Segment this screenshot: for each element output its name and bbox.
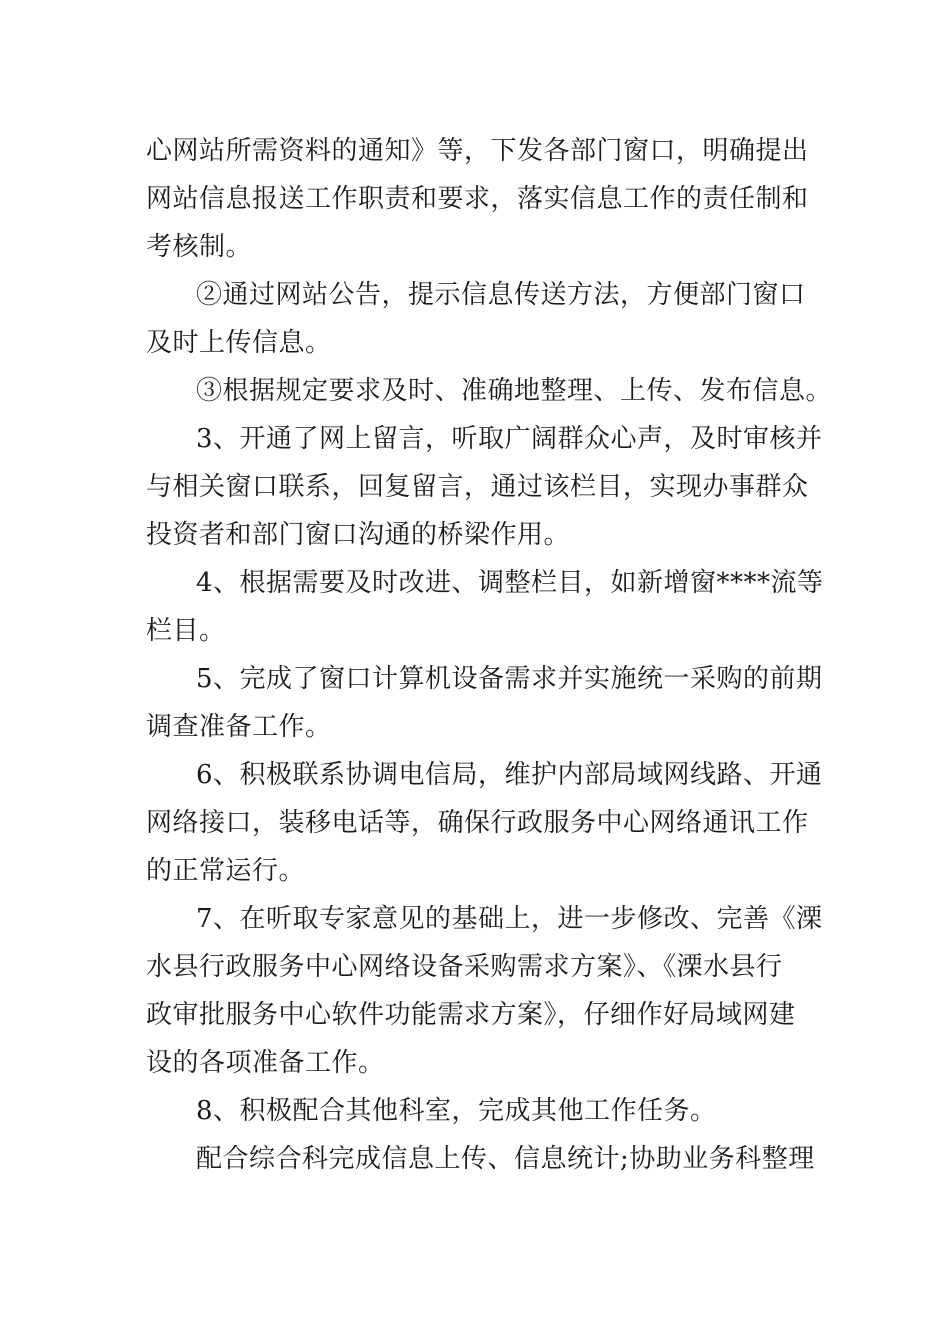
text-line: 7、在听取专家意见的基础上，进一步修改、完善《溧 <box>196 904 823 934</box>
text-line: ③根据规定要求及时、准确地整理、上传、发布信息。 <box>196 376 833 406</box>
text-line: 政审批服务中心软件功能需求方案》，仔细作好局域网建 <box>146 1000 796 1030</box>
text-line: 网络接口，装移电话等，确保行政服务中心网络通讯工作 <box>146 808 809 838</box>
text-line: 4、根据需要及时改进、调整栏目，如新增窗****流等 <box>196 568 824 598</box>
document-body <box>146 127 833 1183</box>
text-line: 8、积极配合其他科室，完成其他工作任务。 <box>196 1096 717 1126</box>
text-line: 及时上传信息。 <box>146 328 332 358</box>
text-line: 网站信息报送工作职责和要求，落实信息工作的责任制和 <box>146 184 809 214</box>
text-line: 的正常运行。 <box>146 856 306 886</box>
text-line: 水县行政服务中心网络设备采购需求方案》、《溧水县行 <box>146 952 783 982</box>
text-line: 配合综合科完成信息上传、信息统计;协助业务科整理 <box>196 1144 815 1174</box>
text-line: 投资者和部门窗口沟通的桥梁作用。 <box>146 520 571 550</box>
text-line: 3、开通了网上留言，听取广阔群众心声，及时审核并 <box>196 424 823 454</box>
text-line: 调查准备工作。 <box>146 712 332 742</box>
text-line: ②通过网站公告，提示信息传送方法，方便部门窗口 <box>196 280 806 310</box>
text-line: 6、积极联系协调电信局，维护内部局域网线路、开通 <box>196 760 823 790</box>
text-line: 5、完成了窗口计算机设备需求并实施统一采购的前期 <box>196 664 823 694</box>
text-line: 栏目。 <box>146 616 226 646</box>
text-line: 考核制。 <box>146 232 253 262</box>
text-line: 心网站所需资料的通知》等，下发各部门窗口，明确提出 <box>146 136 809 166</box>
text-line: 与相关窗口联系，回复留言，通过该栏目，实现办事群众 <box>146 472 809 502</box>
text-line: 设的各项准备工作。 <box>146 1048 385 1078</box>
